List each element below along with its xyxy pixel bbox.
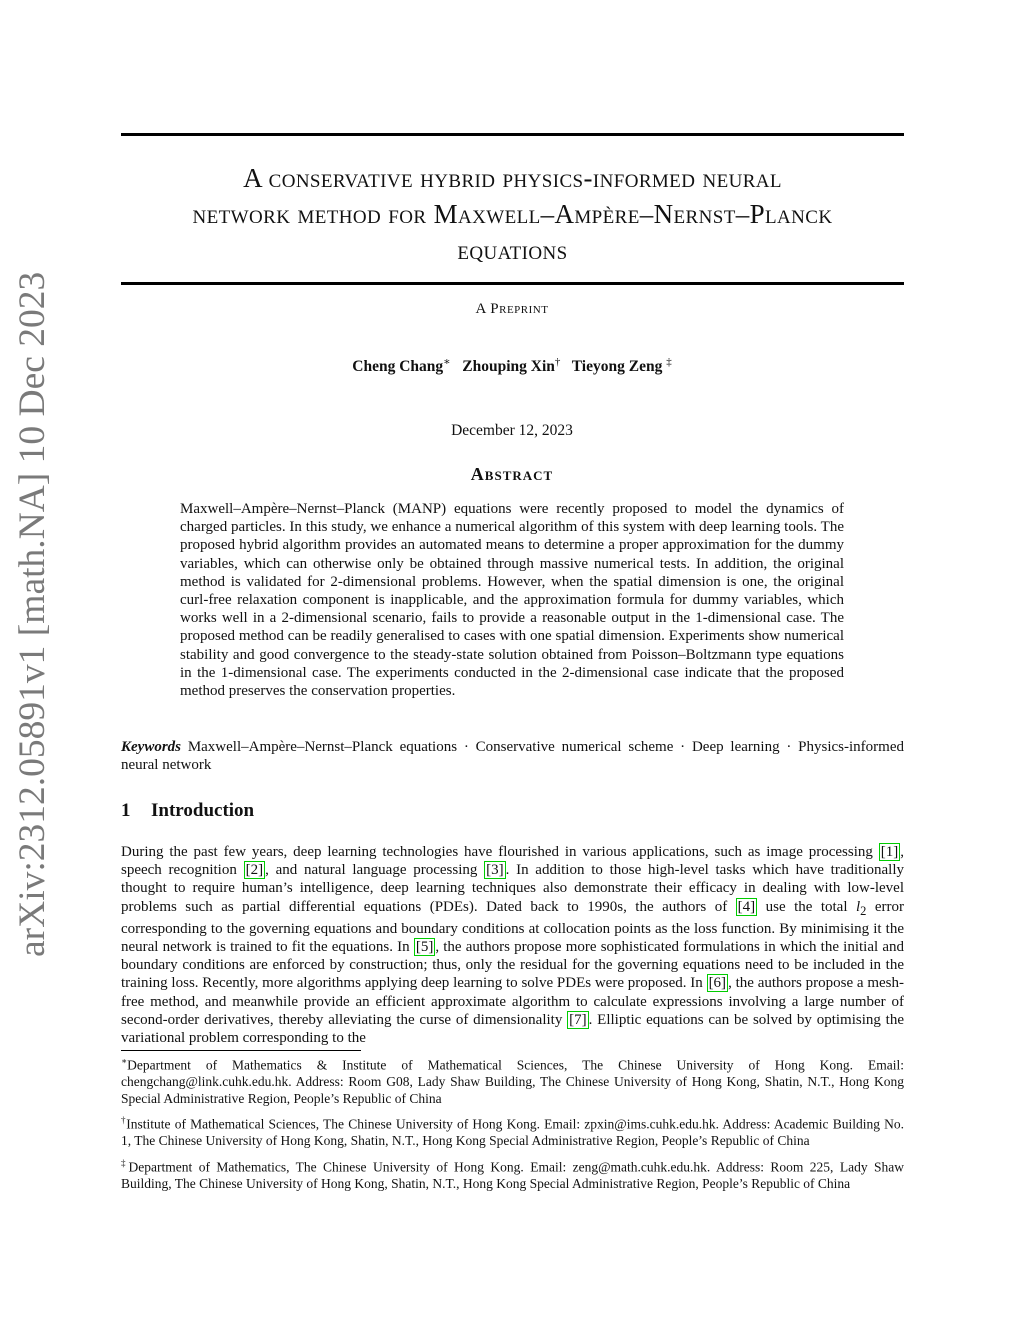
intro-text: . Elliptic equations can be solved by optimising the variational problem corresponding to the — [121, 1011, 904, 1047]
author-name: Zhouping Xin — [462, 358, 555, 376]
intro-text: , speech recognition — [121, 844, 904, 879]
footnotes — [121, 1053, 904, 1198]
title-line-3: equations — [457, 235, 568, 265]
publication-date: December 12, 2023 — [451, 422, 573, 439]
author-footnote-mark[interactable]: ∗ — [443, 356, 451, 368]
title-bottom-rule — [121, 282, 904, 285]
abstract-text: Maxwell–Ampère–Nernst–Planck (MANP) equations were recently proposed to model the dynamics of charged particles. In this study, we enhance a numerical algorithm of this system with deep learning tools. The proposed hybrid algorithm provides an automated means to determine a proper approximation for the dummy variables, which can otherwise only be obtained through massive numerical tests. In addition, the original method is validated for 2-dimensional problems. However, when the spatial dimension is one, the original curl-free relaxation component is inapplicable, and the approximation formula for dummy variables, which works well in a 2-dimensional scenario, fails to provide a reasonable output in the 1-dimensional case. The proposed method can be readily generalised to cases with one spatial dimension. Experiments show numerical stability and good convergence to the steady-state solution obtained from Poisson–Boltzmann type equations in the 1-dimensional case. The experiments conducted in the 2-dimensional case indicate that the proposed method preserves the conservation properties. — [180, 501, 844, 700]
title-line-1: A conservative hybrid physics-informed neural — [243, 163, 782, 193]
arxiv-identifier-stamp: arXiv:2312.05891v1 [math.NA] 10 Dec 2023 — [12, 271, 53, 957]
footnote-text: Department of Mathematics, The Chinese University of Hong Kong. Email: zeng@math.cuhk.edu.hk. Address: Room 225, Lady Shaw Building, The Chinese University of Hong Kong, Shatin, N.T., Hong Kong Special Administrative Region, People’s Republic of China — [121, 1159, 904, 1192]
intro-text: , the authors propose more sophisticated formulations in which the initial and boundary conditions are enforced by construction; thus, only the residual for the governing equations need to be included in the training loss. Recently, more algorithms applying deep learning to solve PDEs were proposed. In — [121, 939, 904, 992]
footnote — [121, 1053, 904, 1107]
citation-link[interactable]: [4] — [737, 898, 756, 915]
section-number: 1 — [121, 800, 131, 821]
intro-text: During the past few years, deep learning technologies have flourished in various applications, such as image processing — [121, 844, 879, 860]
intro-text: . In addition to those high-level tasks which have traditionally thought to require human’s intelligence, deep learning techniques also demonstrate their efficacy in dealing with low-level problems such as partial differential equations (PDEs). Dated back to 1990s, the authors of — [121, 862, 904, 915]
footnote — [121, 1155, 904, 1193]
footnote — [121, 1112, 904, 1150]
intro-text: , and natural language processing — [265, 862, 485, 879]
section-title: Introduction — [151, 800, 255, 821]
footnote-separator — [121, 1050, 361, 1051]
keywords-label: Keywords — [121, 739, 181, 755]
citation-link[interactable]: [7] — [569, 1011, 587, 1028]
citation-link[interactable]: [5] — [415, 939, 434, 956]
author-name: Tieyong Zeng — [571, 358, 663, 376]
section-heading — [121, 800, 254, 822]
math-symbol-l: l — [855, 898, 861, 915]
author-footnote-mark[interactable]: ‡ — [666, 356, 672, 368]
footnote-mark: † — [121, 1115, 127, 1126]
footnote-mark: ‡ — [121, 1157, 129, 1168]
intro-text: , the authors propose a mesh-free method, and meanwhile provide an efficient approximate algorithm to calculate expressions involving a large number of second-order derivatives, thereby alleviating the curse of dimensionality — [121, 975, 904, 1028]
footnote-text: Department of Mathematics & Institute of Mathematical Sciences, The Chinese University of Hong Kong. Email: chengchang@link.cuhk.edu.hk. Address: Room G08, Lady Shaw Building, The Chinese University of Hong Kong, Shatin, N.T., Hong Kong Special Administrative Region, People’s Republic of China — [121, 1057, 904, 1106]
footnote-text: Institute of Mathematical Sciences, The Chinese University of Hong Kong. Email: zpxin@ims.cuhk.edu.hk. Address: Academic Building No. 1, The Chinese University of Hong Kong, Shatin, N.T., Hong Kong Special Administrative Region, People’s Republic of China — [121, 1116, 905, 1149]
citation-link[interactable]: [2] — [245, 862, 264, 879]
author-list — [0, 355, 1024, 376]
paper-title — [110, 160, 915, 268]
author-footnote-mark[interactable]: † — [554, 356, 561, 368]
author-name: Cheng Chang — [352, 358, 444, 376]
intro-text: use the total — [757, 898, 856, 915]
math-subscript: 2 — [860, 903, 867, 918]
citation-link[interactable]: [1] — [880, 844, 899, 860]
citation-link[interactable]: [3] — [486, 862, 504, 879]
citation-link[interactable]: [6] — [708, 975, 727, 992]
keywords-text: Maxwell–Ampère–Nernst–Planck equations · Conservative numerical scheme · Deep learning · Physics-informed neural network — [121, 739, 904, 774]
preprint-label: A Preprint — [475, 301, 549, 317]
intro-text: error corresponding to the governing equations and boundary conditions at collocation points as the loss function. By minimising it the neural network is trained to fit the equations. In — [121, 898, 904, 956]
keywords — [121, 738, 904, 775]
title-top-rule — [121, 133, 904, 136]
introduction-paragraph — [121, 843, 904, 1047]
abstract-heading: Abstract — [470, 464, 554, 484]
title-line-2: network method for Maxwell–Ampère–Nernst–Planck — [192, 199, 833, 229]
footnote-mark: ∗ — [121, 1056, 128, 1066]
